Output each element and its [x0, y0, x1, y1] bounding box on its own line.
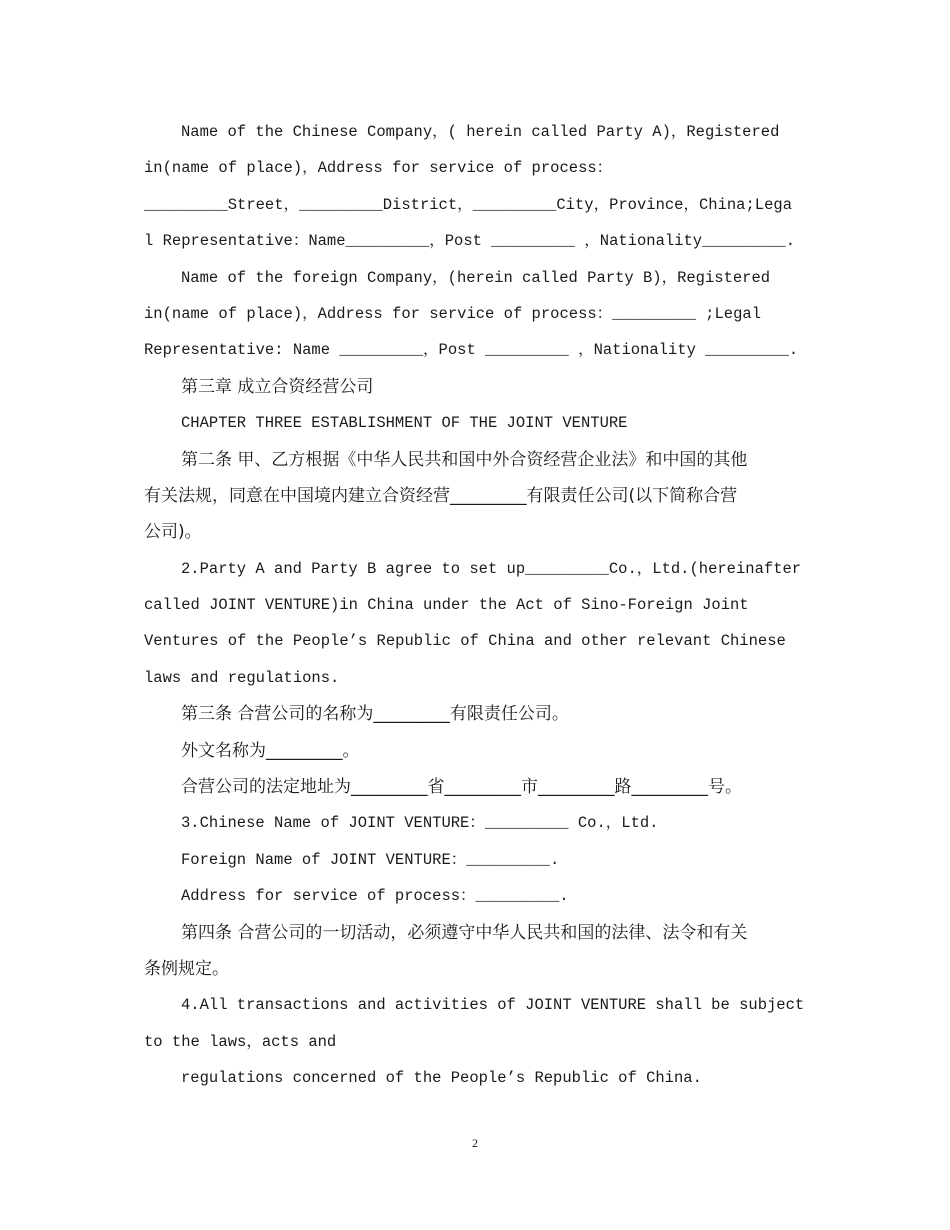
- english-text-line: in(name of place)，Address for service of process：: [144, 159, 613, 178]
- english-text-line: 3.Chinese Name of JOINT VENTURE：_________ Co.，Ltd.: [181, 814, 659, 833]
- english-text-line: Representative: Name _________，Post _________ ，Nationality _________.: [144, 341, 799, 360]
- chinese-text-line: 合营公司的法定地址为_________省_________市_________路_________号。: [181, 777, 742, 798]
- english-text-line: to the laws，acts and: [144, 1032, 337, 1051]
- english-text-line: Name of the foreign Company，(herein called Party B)，Registered: [181, 268, 771, 287]
- chinese-text-line: 第二条 甲、乙方根据《中华人民共和国中外合资经营企业法》和中国的其他: [181, 449, 748, 470]
- chinese-text-line: 条例规定。: [144, 958, 229, 979]
- chinese-text-line: 外文名称为_________。: [181, 740, 360, 761]
- chinese-text-line: 有关法规，同意在中国境内建立合资经营_________有限责任公司(以下简称合营: [144, 485, 738, 506]
- english-text-line: 2.Party A and Party B agree to set up_________Co.，Ltd.(hereinafter: [181, 559, 802, 578]
- english-text-line: called JOINT VENTURE)in China under the Act of Sino-Foreign Joint: [144, 596, 749, 615]
- chinese-text-line: 第三章 成立合资经营公司: [181, 376, 374, 397]
- chinese-text-line: 第四条 合营公司的一切活动，必须遵守中华人民共和国的法律、法令和有关: [181, 922, 748, 943]
- english-text-line: 4.All transactions and activities of JOINT VENTURE shall be subject: [181, 996, 805, 1015]
- english-text-line: regulations concerned of the People’s Republic of China.: [181, 1069, 702, 1088]
- english-text-line: laws and regulations.: [144, 668, 340, 687]
- chinese-text-line: 第三条 合营公司的名称为_________有限责任公司。: [181, 704, 569, 725]
- english-text-line: CHAPTER THREE ESTABLISHMENT OF THE JOINT VENTURE: [181, 414, 628, 433]
- english-text-line: l Representative：Name_________，Post _________ ，Nationality_________.: [144, 232, 796, 251]
- english-text-line: Ventures of the People’s Republic of China and other relevant Chinese: [144, 632, 786, 651]
- chinese-text-line: 公司)。: [144, 522, 202, 543]
- english-text-line: Address for service of process：_________.: [181, 887, 569, 906]
- english-text-line: Name of the Chinese Company，( herein called Party A)，Registered: [181, 123, 780, 141]
- document-body: [144, 114, 810, 1097]
- english-text-line: _________Street，_________District，_________City，Province，China;Lega: [144, 195, 792, 214]
- page-number: 2: [472, 1136, 478, 1150]
- english-text-line: Foreign Name of JOINT VENTURE：_________.: [181, 850, 560, 869]
- english-text-line: in(name of place)，Address for service of process：_________ ;Legal: [144, 304, 761, 323]
